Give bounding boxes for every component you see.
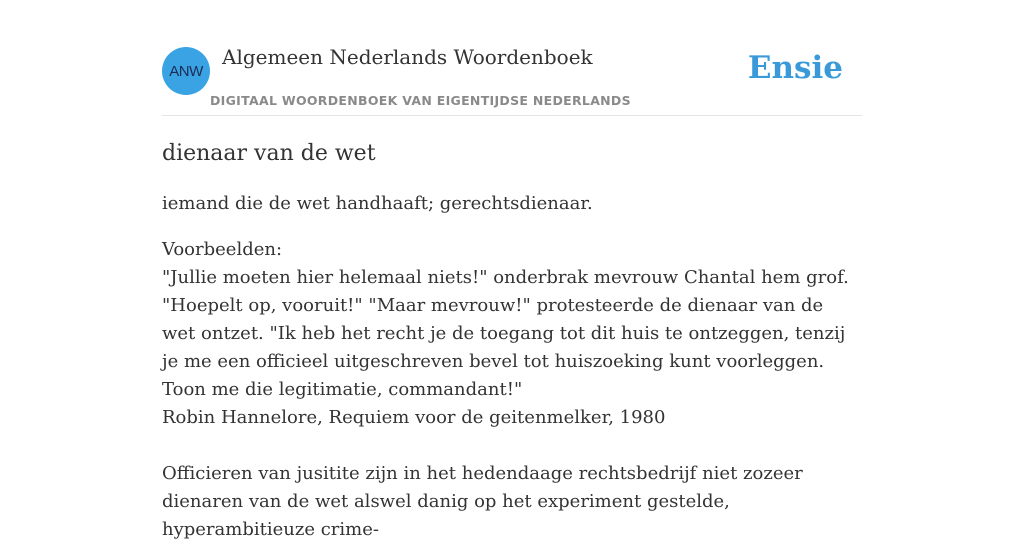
examples-section: [162, 236, 862, 544]
logo-text: ANW: [169, 62, 203, 80]
ensie-brand-link[interactable]: Ensie: [747, 50, 843, 86]
entry-content: [162, 138, 862, 544]
example-1: [162, 236, 862, 432]
site-header: [162, 0, 862, 116]
entry-definition: iemand die de wet handhaaft; gerechtsdienaar.: [162, 193, 593, 214]
anw-logo[interactable]: [162, 47, 210, 95]
example-quote: "Jullie moeten hier helemaal niets!" onderbrak mevrouw Chantal hem grof. "Hoepelt op, vooruit!" "Maar mevrouw!" protesteerde de dienaar van de wet ontzet. "Ik heb het recht je de toegang tot dit huis te ontzeggen, tenzij je me een officieel uitgeschreven bevel tot huiszoeking kunt voorleggen. Toon me die legitimatie, commandant!": [162, 267, 849, 400]
site-title[interactable]: Algemeen Nederlands Woordenboek: [222, 45, 593, 69]
example-source: Robin Hannelore, Requiem voor de geitenmelker, 1980: [162, 407, 666, 428]
site-subtitle: DIGITAAL WOORDENBOEK VAN EIGENTIJDSE NEDERLANDS: [210, 93, 631, 108]
example-2: [162, 460, 862, 544]
entry-title: dienaar van de wet: [162, 141, 376, 166]
examples-label: Voorbeelden:: [162, 239, 283, 260]
example-quote: Officieren van jusitite zijn in het hedendaage rechtsbedrijf niet zozeer dienaren van de wet alswel danig op het experiment gestelde, hyperambitieuze crime-: [162, 463, 803, 540]
